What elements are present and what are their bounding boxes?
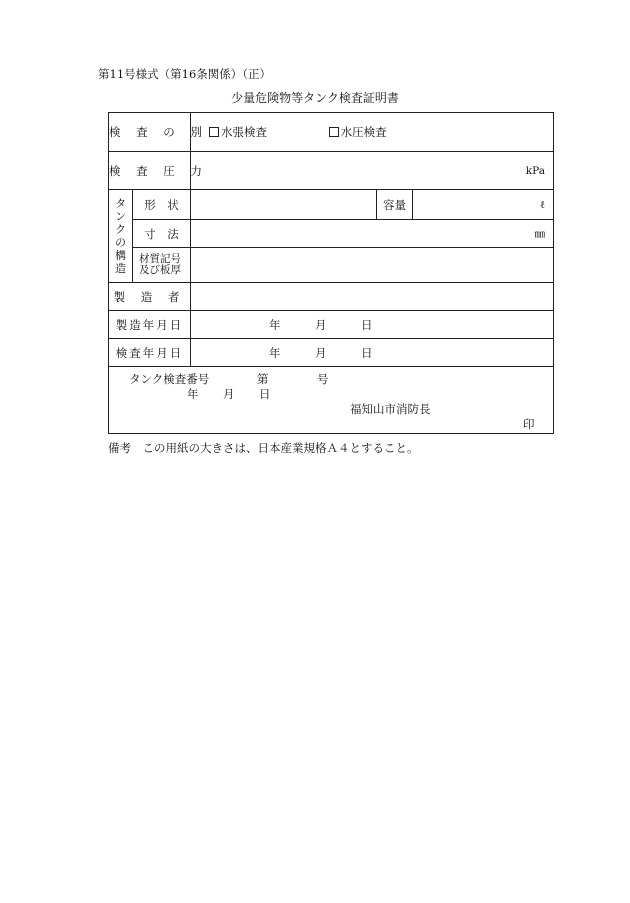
tank-structure-char: ク — [115, 223, 126, 236]
water-fill-test-label: 水張検査 — [221, 125, 267, 139]
capacity-label: 容量 — [377, 190, 413, 220]
issue-year-label: 年 — [187, 387, 199, 401]
issue-day-label: 日 — [259, 387, 271, 401]
tank-structure-char: の — [115, 236, 126, 249]
row-dimensions — [109, 220, 554, 248]
row-shape — [109, 190, 554, 220]
dimensions-label: 寸 法 — [133, 220, 191, 248]
inspection-pressure-label: 検 査 圧 力 — [109, 152, 191, 190]
manufacture-date-label: 製造年月日 — [109, 311, 191, 339]
row-inspection-date — [109, 339, 554, 367]
manufacturer-value — [191, 283, 554, 311]
certificate-number-label: タンク検査番号 — [129, 372, 210, 386]
document-title: 少量危険物等タンク検査証明書 — [231, 91, 399, 105]
row-certificate — [109, 367, 554, 434]
inspection-type-label: 検 査 の 別 — [109, 113, 191, 152]
material-label-line1: 材質記号 — [139, 253, 181, 265]
water-pressure-test-option[interactable] — [329, 124, 387, 140]
inspection-date-value — [191, 339, 554, 367]
material-value — [191, 248, 554, 283]
row-inspection-type — [109, 113, 554, 152]
shape-value — [191, 190, 377, 220]
shape-label: 形 状 — [133, 190, 191, 220]
day-label: 日 — [361, 345, 373, 360]
tank-structure-char: ン — [115, 210, 126, 223]
tank-structure-char: 構 — [115, 249, 126, 262]
row-material — [109, 248, 554, 283]
row-manufacture-date — [109, 311, 554, 339]
month-label: 月 — [315, 345, 327, 360]
day-label: 日 — [361, 317, 373, 332]
manufacturer-label: 製 造 者 — [109, 283, 191, 311]
year-label: 年 — [269, 317, 281, 332]
inspection-date-label: 検査年月日 — [109, 339, 191, 367]
year-label: 年 — [269, 345, 281, 360]
issuer-name: 福知山市消防長 — [350, 402, 431, 416]
capacity-unit: ℓ — [413, 190, 554, 220]
certificate-block — [109, 367, 554, 434]
water-fill-test-option[interactable] — [209, 124, 267, 140]
pressure-unit: kPa — [191, 152, 554, 190]
water-pressure-test-label: 水圧検査 — [340, 125, 387, 139]
material-label-line2: 及び板厚 — [139, 264, 181, 276]
manufacture-date-value — [191, 311, 554, 339]
row-inspection-pressure — [109, 152, 554, 190]
seal-mark: 印 — [523, 417, 535, 431]
tank-structure-char: 造 — [115, 262, 126, 275]
form-number: 第11号様式（第16条関係）（正） — [98, 67, 272, 81]
certificate-number-suffix: 号 — [317, 372, 329, 386]
checkbox-icon[interactable] — [329, 127, 339, 137]
material-label — [133, 248, 191, 283]
issue-month-label: 月 — [223, 387, 235, 401]
certificate-table — [108, 112, 554, 434]
tank-structure-group — [109, 190, 133, 283]
inspection-type-options — [191, 113, 554, 152]
checkbox-icon[interactable] — [209, 127, 219, 137]
row-manufacturer — [109, 283, 554, 311]
month-label: 月 — [315, 317, 327, 332]
tank-structure-char: タ — [115, 197, 126, 210]
dimensions-unit: ㎜ — [191, 220, 554, 248]
certificate-number-prefix: 第 — [257, 372, 269, 386]
remarks-note: 備考 この用紙の大きさは、日本産業規格Ａ４とすること。 — [108, 441, 419, 455]
